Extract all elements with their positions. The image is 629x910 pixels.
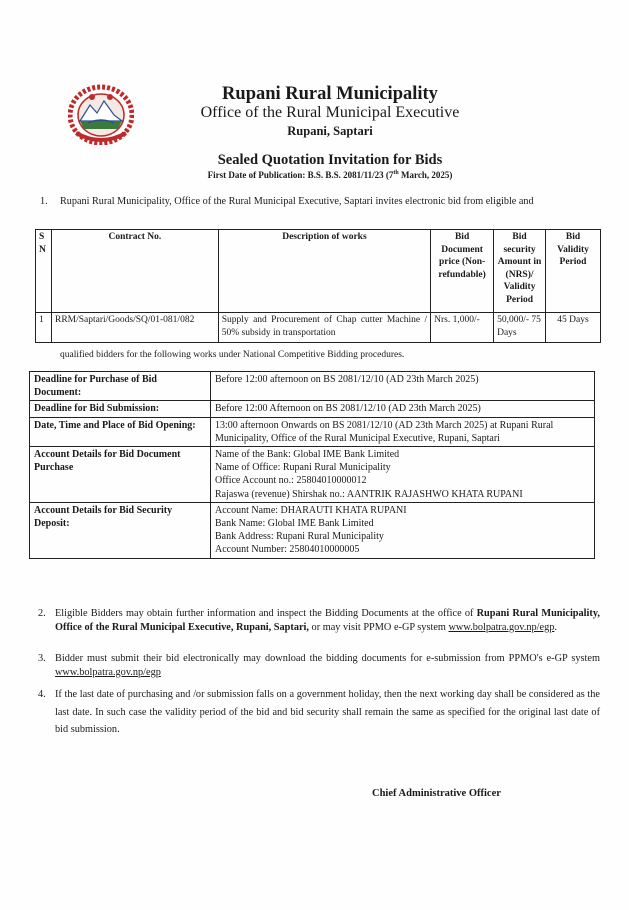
- bid-details-table: [29, 371, 595, 559]
- table-row: [30, 372, 595, 401]
- table-row: [30, 417, 595, 446]
- purchase-account-label: Account Details for Bid Document Purchase: [30, 447, 211, 503]
- egp-link[interactable]: www.bolpatra.gov.np/egp: [55, 666, 161, 678]
- notice-title: Sealed Quotation Invitation for Bids: [217, 152, 443, 168]
- purchase-deadline-value: Before 12:00 afternoon on BS 2081/12/10 (AD 23th March 2025): [211, 372, 595, 401]
- cell-contract-no: RRM/Saptari/Goods/SQ/01-081/082: [51, 313, 218, 343]
- publication-date: First Date of Publication: B.S. B.S. 2081/11/23 (7th March, 2025): [207, 170, 453, 180]
- purchase-account-details: [211, 447, 595, 503]
- col-bid-security: Bid security Amount in (NRS)/ Validity Period: [494, 230, 546, 313]
- table-row: [30, 401, 595, 417]
- table-row: [30, 502, 595, 558]
- security-account-name: Account Name: DHARAUTI KHATA RUPANI: [215, 504, 407, 516]
- works-table: [35, 229, 601, 343]
- security-account-details: [211, 502, 595, 558]
- purchase-account-number: Office Account no.: 25804010000012: [215, 475, 367, 487]
- municipality-emblem-icon: [68, 83, 134, 145]
- purchase-deadline-label: Deadline for Purchase of Bid Document:: [30, 372, 211, 401]
- cell-description: Supply and Procurement of Chap cutter Machine / 50% subsidy in transportation: [218, 313, 430, 343]
- intro-text: Rupani Rural Municipality, Office of the Rural Municipal Executive, Saptari invites electronic bid from eligible and: [60, 196, 534, 207]
- col-bid-validity: Bid Validity Period: [546, 230, 601, 313]
- office-location: Rupani, Saptari: [287, 124, 373, 138]
- egp-link[interactable]: www.bolpatra.gov.np/egp: [448, 621, 555, 633]
- cell-validity: 45 Days: [546, 313, 601, 343]
- col-sn: S N: [36, 230, 52, 313]
- office-name: Office of the Rural Municipal Executive: [200, 104, 460, 121]
- security-bank-name: Bank Name: Global IME Bank Limited: [215, 518, 374, 530]
- item-text: Bidder must submit their bid electronically may download the bidding documents for e-submission from PPMO's e-GP system www.bolpatra.gov.np/egp: [55, 653, 600, 678]
- cell-security: 50,000/- 75 Days: [494, 313, 546, 343]
- bid-opening-value: 13:00 afternoon Onwards on BS 2081/12/10 (AD 23th March 2025) at Rupani Rural Municipality, Office of the Rural Municipal Executive, Rupani, Saptari: [211, 417, 595, 446]
- security-account-number: Account Number: 25804010000005: [215, 544, 360, 556]
- qualified-bidders-text: qualified bidders for the following works under National Competitive Bidding procedures.: [60, 350, 405, 360]
- signature-title: Chief Administrative Officer: [372, 788, 501, 799]
- organization-name: Rupani Rural Municipality: [222, 84, 438, 104]
- item-text: Eligible Bidders may obtain further information and inspect the Bidding Documents at the office of Rupani Rural Municipality, Office of the Rural Municipal Executive, Rupani, Saptari, or may visit PPMO e-GP system www.bolpatra.gov.np/egp.: [55, 608, 600, 633]
- intro-number: 1.: [40, 196, 48, 207]
- table-row: [30, 447, 595, 503]
- col-description: Description of works: [218, 230, 430, 313]
- security-bank-address: Bank Address: Rupani Rural Municipality: [215, 531, 384, 543]
- works-table-header: [36, 230, 601, 313]
- item-text: If the last date of purchasing and /or submission falls on a government holiday, then the next working day shall be considered as the last date. In such case the validity period of the bid and bid security shall remain the same as specified for the original last date of bid submission.: [55, 689, 600, 735]
- item-number: 2.: [38, 608, 46, 619]
- table-row: [36, 313, 601, 343]
- item-number: 4.: [38, 689, 46, 700]
- cell-sn: 1: [36, 313, 52, 343]
- col-doc-price: Bid Document price (Non-refundable): [431, 230, 494, 313]
- bid-opening-label: Date, Time and Place of Bid Opening:: [30, 417, 211, 446]
- cell-doc-price: Nrs. 1,000/-: [431, 313, 494, 343]
- submission-deadline-value: Before 12:00 Afternoon on BS 2081/12/10 (AD 23th March 2025): [211, 401, 595, 417]
- purchase-bank-name: Name of the Bank: Global IME Bank Limited: [215, 449, 400, 461]
- purchase-office-name: Name of Office: Rupani Rural Municipality: [215, 462, 391, 474]
- purchase-revenue-heading: Rajaswa (revenue) Shirshak no.: AANTRIK RAJASHWO KHATA RUPANI: [215, 488, 523, 500]
- item-number: 3.: [38, 653, 46, 664]
- submission-deadline-label: Deadline for Bid Submission:: [30, 401, 211, 417]
- col-contract-no: Contract No.: [51, 230, 218, 313]
- security-account-label: Account Details for Bid Security Deposit:: [30, 502, 211, 558]
